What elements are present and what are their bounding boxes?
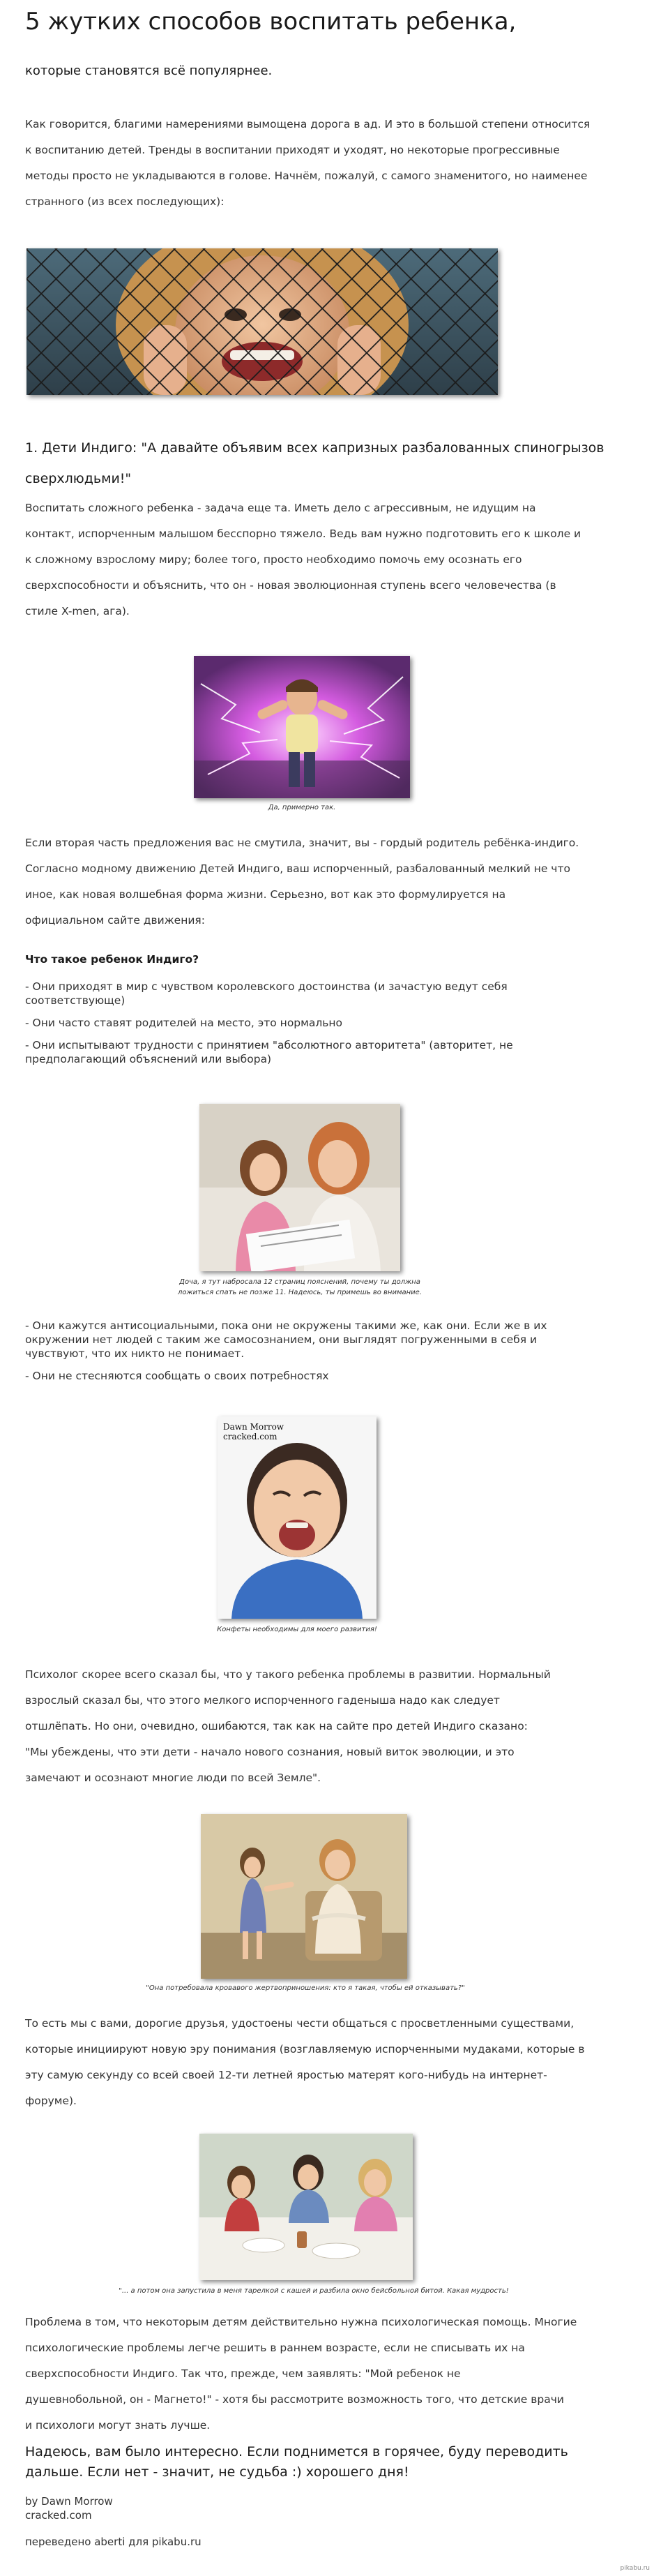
site-watermark: pikabu.ru (620, 2565, 650, 2572)
text-line: То есть мы с вами, дорогие друзья, удостоены чести общаться с просветленными существами, (25, 2017, 575, 2030)
text-line: странного (из всех последующих): (25, 195, 225, 208)
caption-line: Доча, я тут набросала 12 страниц пояснений, почему ты должна (179, 1278, 420, 1286)
text-line: - Они не стесняются сообщать о своих потребностях (25, 1370, 329, 1382)
photo-family-breakfast (199, 2134, 413, 2280)
caption-line: ложиться спать не позже 11. Надеюсь, ты примешь во внимание. (178, 1289, 422, 1296)
paragraph-enlightened (25, 2011, 604, 2114)
text-line: Воспитать сложного ребенка - задача еще та. Иметь дело с агрессивным, не идущим на (25, 502, 536, 514)
text-line: стиле X-men, ага). (25, 605, 130, 617)
text-line: форуме). (25, 2095, 77, 2107)
list-item (25, 1369, 604, 1383)
byline-source: cracked.com (25, 2509, 92, 2522)
intro-paragraph (25, 112, 604, 215)
paragraph-problem (25, 2309, 604, 2439)
list-item (25, 1016, 604, 1030)
list-item (25, 980, 604, 1008)
watermark-line: Dawn Morrow (223, 1422, 284, 1432)
text-line: и психологи могут знать лучше. (25, 2419, 211, 2432)
text-line: эту самую секунду со всей своей 12-ти летней яростью матерят кого-нибудь на интернет- (25, 2069, 547, 2081)
photo-watermark (223, 1422, 284, 1441)
section-heading-indigo (25, 433, 611, 494)
text-line: иное, как новая волшебная форма жизни. Серьезно, вот как это формулируется на (25, 888, 506, 901)
article-title: 5 жутких способов воспитать ребенка, (25, 8, 517, 36)
byline-author: by Dawn Morrow (25, 2495, 113, 2508)
closing-message (25, 2442, 604, 2483)
text-line: - Они часто ставят родителей на место, это нормально (25, 1017, 342, 1029)
text-line: соответствующе) (25, 994, 126, 1007)
text-line: - Они кажутся антисоциальными, пока они не окружены такими же, как они. Если же в их (25, 1319, 547, 1332)
byline (25, 2494, 113, 2522)
text-line: Психолог скорее всего сказал бы, что у такого ребенка проблемы в развитии. Нормальный (25, 1668, 551, 1681)
caption-crying-boy: Конфеты необходимы для моего развития! (217, 1626, 377, 1633)
text-line: - Они приходят в мир с чувством королевского достоинства (и зачастую ведут себя (25, 980, 508, 993)
caption-sacrifice: "Она потребовала кровавого жертвоприношения: кто я такая, чтобы ей отказывать?" (146, 1984, 465, 1992)
paragraph-indigo-parent (25, 830, 604, 934)
text-line: к сложному взрослому миру; более того, просто необходимо помочь ему осознать его (25, 553, 522, 566)
heading-line: 1. Дети Индиго: "А давайте объявим всех капризных разбалованных спиногрызов (25, 440, 604, 456)
paragraph-difficult-child (25, 495, 604, 624)
subheading-what-is-indigo: Что такое ребенок Индиго? (25, 953, 199, 966)
list-item (25, 1319, 604, 1361)
text-line: - Они испытывают трудности с принятием "абсолютного авторитета" (авторитет, не (25, 1039, 513, 1051)
text-line: Как говорится, благими намерениями вымощена дорога в ад. И это в большой степени относится (25, 118, 591, 130)
caption-energy-photo: Да, примерно так. (268, 804, 336, 811)
bullet-list-1 (25, 980, 604, 1066)
closing-line: дальше. Если нет - значит, не судьба :) хорошего дня! (25, 2464, 409, 2480)
text-line: психологические проблемы легче решить в раннем возрасте, если не списывать их на (25, 2342, 525, 2354)
text-line: методы просто не укладываются в голове. Начнём, пожалуй, с самого знаменитого, но наименее (25, 170, 588, 182)
text-line: сверхспособности и объяснить, что он - новая эволюционная ступень всего человечества (в (25, 579, 556, 592)
photo-child-and-tied-mother (201, 1814, 407, 1979)
text-line: предполагающий объяснений или выбора) (25, 1053, 272, 1065)
text-line: отшлёпать. Но они, очевидно, ошибаются, так как на сайте про детей Индиго сказано: (25, 1720, 528, 1732)
text-line: Проблема в том, что некоторым детям действительно нужна психологическая помощь. Многие (25, 2316, 577, 2328)
closing-line: Надеюсь, вам было интересно. Если поднимется в горячее, буду переводить (25, 2444, 568, 2459)
text-line: сверхспособности Индиго. Так что, прежде, чем заявлять: "Мой ребенок не (25, 2367, 461, 2380)
text-line: чувствуют, что их никто не понимает. (25, 1347, 245, 1360)
text-line: к воспитанию детей. Тренды в воспитании приходят и уходят, но некоторые прогрессивные (25, 144, 560, 156)
photo-kid-energy (194, 656, 410, 798)
heading-line: сверхлюдьми!" (25, 471, 132, 486)
bullet-list-2 (25, 1319, 604, 1383)
photo-kid-behind-fence (26, 248, 498, 395)
article-subtitle: которые становятся всё популярнее. (25, 63, 273, 78)
text-line: Согласно модному движению Детей Индиго, ваш испорченный, разбалованный мелкий не что (25, 862, 570, 875)
text-line: душевнобольной, он - Магнето!" - хотя бы рассмотрите возможность того, что детские врачи (25, 2393, 564, 2406)
caption-mother-daughter (165, 1277, 435, 1298)
photo-mother-daughter (199, 1104, 400, 1271)
text-line: окружении нет людей с таким же самосознанием, они выглядят погруженными в себя и (25, 1333, 538, 1346)
watermark-line: cracked.com (223, 1432, 277, 1441)
text-line: взрослый сказал бы, что этого мелкого испорченного гаденыша надо как следует (25, 1694, 500, 1707)
text-line: официальном сайте движения: (25, 914, 205, 927)
text-line: "Мы убеждены, что эти дети - начало нового сознания, новый виток эволюции, и это (25, 1746, 515, 1758)
text-line: контакт, испорченным малышом бесспорно тяжело. Ведь вам нужно подготовить его к школе и (25, 527, 581, 540)
photo-crying-boy (218, 1416, 377, 1619)
list-item (25, 1038, 604, 1066)
paragraph-psychologist (25, 1662, 604, 1791)
translator-credit: переведено aberti для pikabu.ru (25, 2536, 201, 2548)
text-line: которые инициируют новую эру понимания (возглавляемую испорченными мудаками, которые в (25, 2043, 585, 2055)
text-line: замечают и осознают многие люди по всей Земле". (25, 1772, 321, 1784)
caption-breakfast: "... а потом она запустила в меня тарелкой с кашей и разбила окно бейсбольной битой. Какая мудрость! (119, 2287, 509, 2295)
text-line: Если вторая часть предложения вас не смутила, значит, вы - гордый родитель ребёнка-индиго. (25, 837, 579, 849)
